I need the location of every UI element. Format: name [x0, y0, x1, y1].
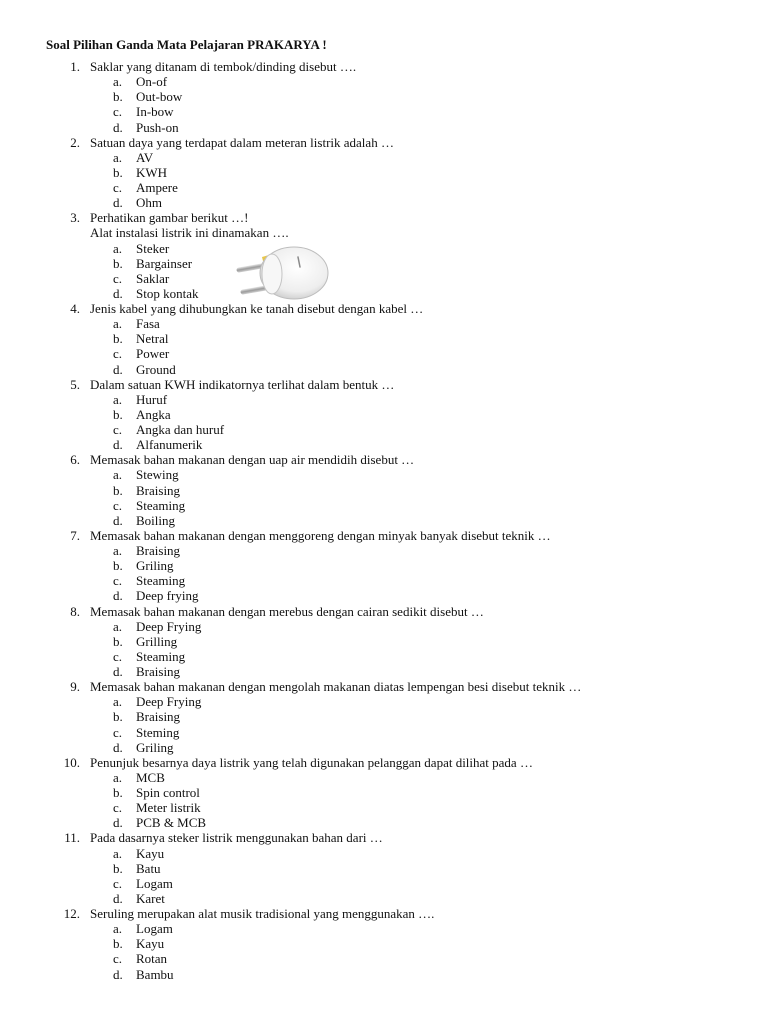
option-text: Kayu [136, 845, 165, 861]
question-number: 9. [70, 679, 80, 695]
option-text: Batu [136, 860, 161, 876]
option-text: Spin control [136, 785, 200, 800]
answer-option [0, 921, 768, 936]
question-11 [0, 830, 768, 845]
answer-option [0, 951, 768, 966]
answer-option [0, 120, 768, 135]
option-letter: c. [113, 648, 123, 664]
answer-option [0, 967, 768, 982]
option-letter: b. [113, 936, 123, 952]
question-number: 10. [63, 754, 80, 770]
question-number: 5. [70, 376, 80, 392]
option-text: Alfanumerik [136, 437, 203, 453]
question-5 [0, 377, 768, 392]
option-text: Angka dan huruf [136, 422, 225, 437]
question-12 [0, 906, 768, 921]
electric-plug-icon [232, 243, 330, 303]
question-number: 7. [70, 527, 80, 543]
question-number: 8. [70, 603, 80, 619]
option-letter: b. [113, 331, 123, 347]
option-text: PCB & MCB [136, 815, 207, 831]
option-letter: d. [113, 588, 123, 604]
option-text: KWH [136, 164, 168, 180]
question-text: Penunjuk besarnya daya listrik yang telah digunakan pelanggan dapat dilihat pada … [90, 754, 533, 770]
option-text: Braising [136, 543, 181, 558]
question-list [0, 59, 768, 982]
question-number: 1. [70, 59, 80, 74]
option-text: In-bow [136, 104, 174, 120]
option-letter: c. [113, 573, 123, 589]
option-letter: a. [113, 769, 123, 785]
answer-option [0, 619, 768, 634]
answer-option [0, 513, 768, 528]
question-text: Alat instalasi listrik ini dinamakan …. [90, 225, 289, 241]
option-letter: a. [113, 543, 123, 558]
question-text: Memasak bahan makanan dengan merebus dengan cairan sedikit disebut … [90, 603, 484, 619]
option-text: MCB [136, 769, 165, 785]
answer-option [0, 770, 768, 785]
answer-option [0, 483, 768, 498]
option-letter: d. [113, 195, 123, 211]
question-1 [0, 59, 768, 74]
option-text: Saklar [136, 270, 170, 286]
option-text: Stewing [136, 467, 179, 483]
option-text: Stop kontak [136, 285, 199, 301]
question-3 [0, 210, 768, 225]
question-3-line-2 [0, 225, 768, 240]
option-letter: c. [113, 422, 123, 437]
answer-option [0, 422, 768, 437]
option-text: Griling [136, 739, 174, 755]
option-text: Power [136, 346, 170, 362]
answer-option [0, 588, 768, 603]
option-text: Braising [136, 482, 181, 498]
question-text: Saklar yang ditanam di tembok/dinding disebut …. [90, 59, 357, 74]
option-text: Netral [136, 331, 169, 347]
answer-option [0, 271, 768, 286]
answer-option [0, 165, 768, 180]
answer-option [0, 256, 768, 271]
answer-option [0, 241, 768, 256]
option-letter: a. [113, 240, 123, 256]
option-letter: d. [113, 285, 123, 301]
answer-option [0, 74, 768, 89]
option-text: Rotan [136, 951, 168, 967]
answer-option [0, 346, 768, 361]
option-letter: b. [113, 860, 123, 876]
answer-option [0, 407, 768, 422]
answer-option [0, 392, 768, 407]
option-letter: a. [113, 74, 123, 90]
option-letter: c. [113, 951, 123, 967]
question-text: Jenis kabel yang dihubungkan ke tanah disebut dengan kabel … [90, 301, 424, 316]
question-number: 2. [70, 134, 80, 150]
option-text: Kayu [136, 936, 165, 952]
question-6 [0, 452, 768, 467]
answer-option [0, 740, 768, 755]
option-letter: d. [113, 890, 123, 906]
option-text: Angka [136, 406, 171, 422]
answer-option [0, 498, 768, 513]
option-text: Ohm [136, 195, 162, 211]
option-letter: d. [113, 664, 123, 679]
option-letter: c. [113, 346, 123, 362]
option-text: Steker [136, 240, 170, 256]
option-text: On-of [136, 74, 168, 90]
option-text: Meter listrik [136, 800, 201, 816]
option-letter: c. [113, 104, 123, 120]
option-text: Bambu [136, 966, 174, 982]
answer-option [0, 558, 768, 573]
option-letter: a. [113, 149, 123, 165]
question-9 [0, 679, 768, 694]
option-letter: a. [113, 694, 123, 710]
option-text: Braising [136, 709, 181, 725]
answer-option [0, 362, 768, 377]
question-number: 6. [70, 452, 80, 468]
question-text: Memasak bahan makanan dengan uap air mendidih disebut … [90, 452, 415, 468]
option-text: Ampere [136, 180, 178, 195]
option-letter: a. [113, 316, 123, 332]
option-letter: c. [113, 270, 123, 286]
option-letter: d. [113, 966, 123, 982]
answer-option [0, 709, 768, 724]
question-4 [0, 301, 768, 316]
answer-option [0, 815, 768, 830]
question-text: Satuan daya yang terdapat dalam meteran listrik adalah … [90, 134, 394, 150]
option-letter: b. [113, 785, 123, 800]
option-letter: d. [113, 437, 123, 453]
option-letter: b. [113, 89, 123, 105]
answer-option [0, 936, 768, 951]
option-letter: a. [113, 618, 123, 634]
option-text: Deep frying [136, 588, 199, 604]
question-7 [0, 528, 768, 543]
option-letter: b. [113, 164, 123, 180]
option-text: Bargainser [136, 255, 193, 271]
plug-figure [232, 243, 330, 303]
question-text: Memasak bahan makanan dengan mengolah makanan diatas lempengan besi disebut teknik … [90, 679, 582, 695]
answer-option [0, 104, 768, 119]
option-letter: c. [113, 724, 123, 740]
option-letter: b. [113, 633, 123, 649]
answer-option [0, 467, 768, 482]
option-text: Steaming [136, 573, 186, 589]
answer-option [0, 846, 768, 861]
option-text: Steaming [136, 497, 186, 513]
option-letter: b. [113, 255, 123, 271]
question-number: 11. [64, 830, 80, 846]
answer-option [0, 725, 768, 740]
answer-option [0, 437, 768, 452]
option-letter: d. [113, 361, 123, 377]
option-letter: d. [113, 739, 123, 755]
option-text: Huruf [136, 391, 168, 407]
option-letter: b. [113, 482, 123, 498]
answer-option [0, 634, 768, 649]
question-2 [0, 135, 768, 150]
option-letter: c. [113, 180, 123, 195]
option-text: Push-on [136, 119, 179, 135]
option-letter: a. [113, 921, 123, 937]
answer-option [0, 800, 768, 815]
option-letter: a. [113, 845, 123, 861]
option-text: AV [136, 149, 154, 165]
option-letter: d. [113, 815, 123, 831]
answer-option [0, 649, 768, 664]
option-text: Steming [136, 724, 180, 740]
question-text: Perhatikan gambar berikut …! [90, 210, 249, 226]
option-letter: c. [113, 497, 123, 513]
answer-option [0, 694, 768, 709]
answer-option [0, 286, 768, 301]
option-text: Deep Frying [136, 694, 202, 710]
option-letter: c. [113, 800, 123, 816]
option-text: Logam [136, 921, 173, 937]
option-text: Fasa [136, 316, 160, 332]
option-text: Steaming [136, 648, 186, 664]
question-number: 4. [70, 301, 80, 316]
option-letter: a. [113, 467, 123, 483]
option-letter: b. [113, 709, 123, 725]
answer-option [0, 543, 768, 558]
option-letter: d. [113, 119, 123, 135]
option-text: Logam [136, 875, 173, 891]
option-text: Boiling [136, 512, 176, 528]
option-text: Deep Frying [136, 618, 202, 634]
question-text: Memasak bahan makanan dengan menggoreng dengan minyak banyak disebut teknik … [90, 527, 551, 543]
question-text: Dalam satuan KWH indikatornya terlihat dalam bentuk … [90, 376, 395, 392]
answer-option [0, 89, 768, 104]
question-number: 12. [63, 906, 80, 921]
option-letter: a. [113, 391, 123, 407]
option-text: Griling [136, 558, 174, 574]
answer-option [0, 573, 768, 588]
question-number: 3. [70, 210, 80, 226]
answer-option [0, 876, 768, 891]
option-text: Braising [136, 664, 181, 679]
answer-option [0, 891, 768, 906]
answer-option [0, 180, 768, 195]
option-text: Out-bow [136, 89, 183, 105]
question-8 [0, 604, 768, 619]
answer-option [0, 664, 768, 679]
answer-option [0, 861, 768, 876]
answer-option [0, 785, 768, 800]
option-letter: b. [113, 406, 123, 422]
question-text: Pada dasarnya steker listrik menggunakan bahan dari … [90, 830, 383, 846]
option-text: Grilling [136, 633, 178, 649]
option-letter: c. [113, 875, 123, 891]
option-text: Karet [136, 890, 165, 906]
question-text: Seruling merupakan alat musik tradisional yang menggunakan …. [90, 906, 435, 921]
answer-option [0, 316, 768, 331]
answer-option [0, 195, 768, 210]
question-10 [0, 755, 768, 770]
option-text: Ground [136, 361, 176, 377]
answer-option [0, 331, 768, 346]
option-letter: b. [113, 558, 123, 574]
option-letter: d. [113, 512, 123, 528]
answer-option [0, 150, 768, 165]
document-title: Soal Pilihan Ganda Mata Pelajaran PRAKARYA ! [46, 37, 327, 52]
